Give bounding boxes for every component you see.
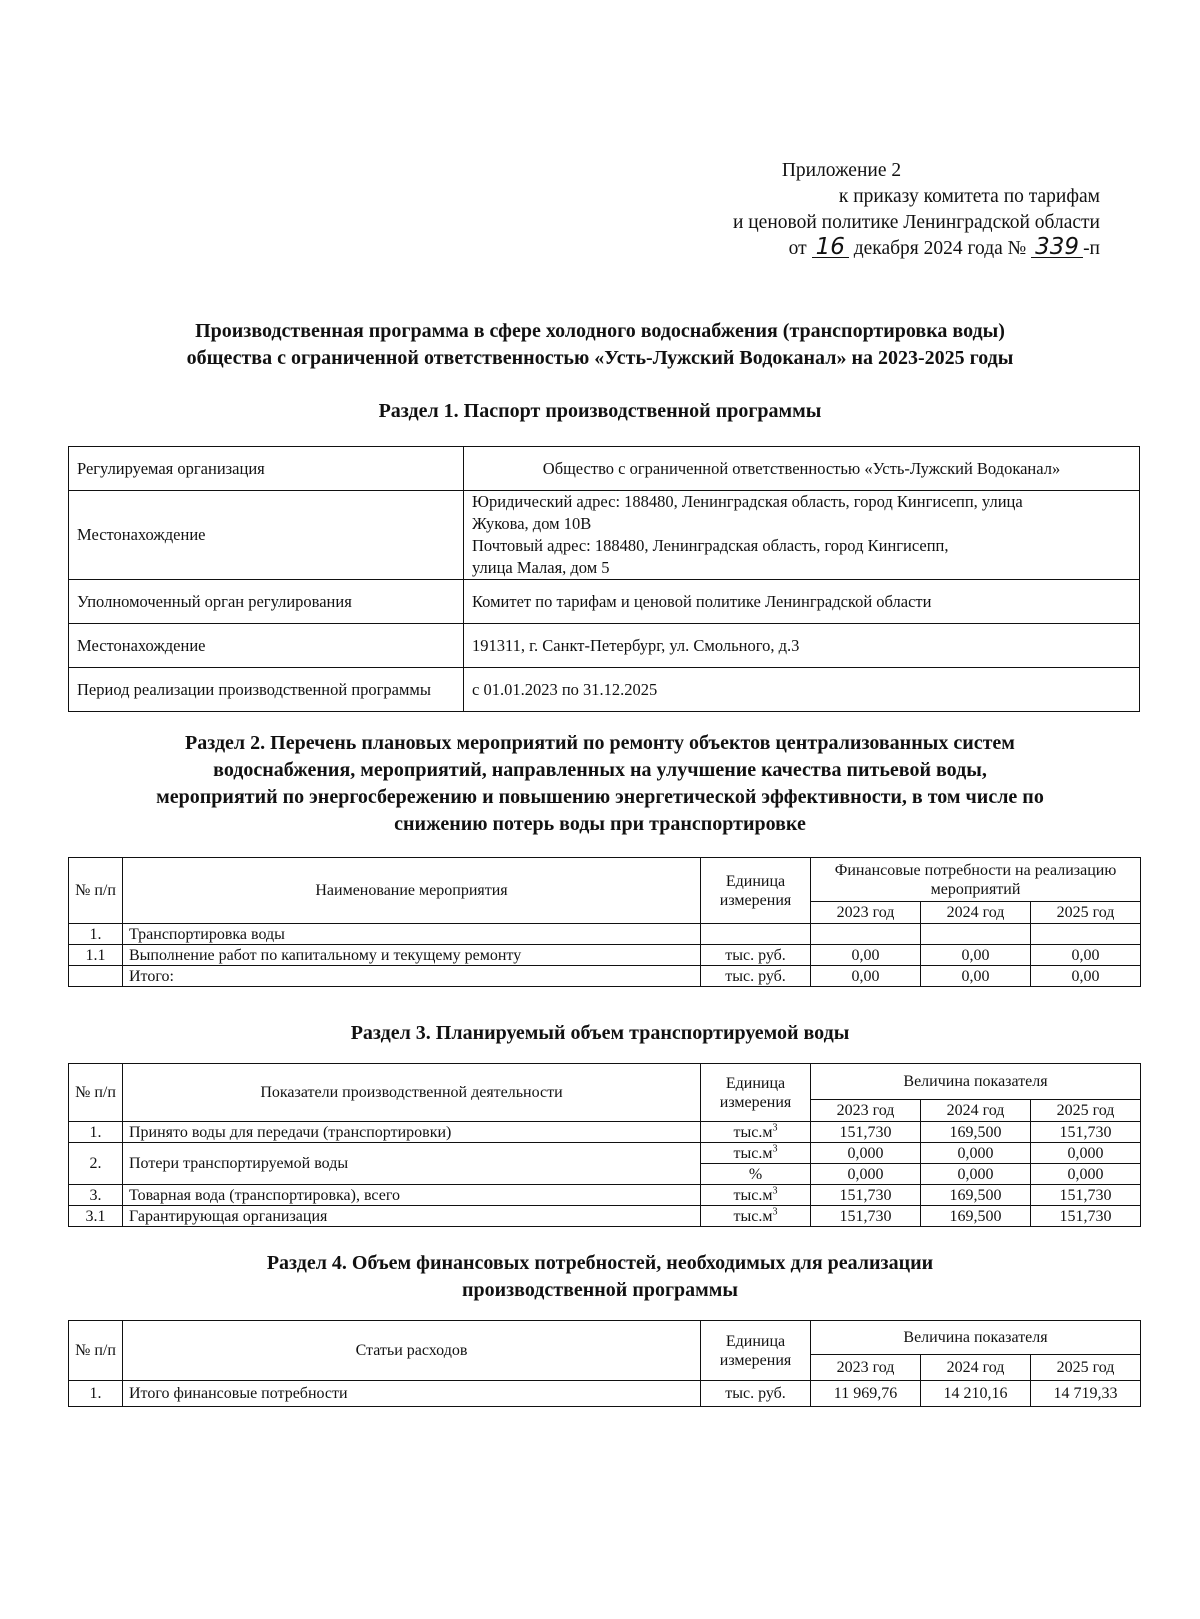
table-row [69, 668, 1140, 712]
unit-cell: $тыс.м^3$ [701, 1122, 811, 1143]
year-header: 2025 год [1031, 902, 1141, 924]
col-group-header: Финансовые потребности на реализацию мероприятий [811, 858, 1141, 902]
table-row [69, 580, 1140, 624]
year-header: 2023 год [811, 1355, 921, 1381]
unit-cell: $тыс.м^3$ [701, 1185, 811, 1206]
passport-label: Уполномоченный орган регулирования [69, 580, 464, 624]
year-header: 2025 год [1031, 1100, 1141, 1122]
water-volume-table [68, 1063, 1141, 1227]
table-row: 2. Потери транспортируемой воды $тыс.м^3$ 0,000 0,000 0,000 [69, 1143, 1141, 1164]
year-header: 2024 год [921, 1100, 1031, 1122]
col-unit-header: Единица измерения [701, 858, 811, 924]
unit-cell: % [701, 1164, 811, 1185]
table-row: Итого: тыс. руб. 0,00 0,00 0,00 [69, 966, 1141, 987]
order-line-3: и ценовой политике Ленинградской области [732, 212, 1100, 233]
col-group-header: Величина показателя [811, 1064, 1141, 1100]
table-header-row [69, 858, 1141, 902]
section3-title: Раздел 3. Планируемый объем транспортируемой воды [350, 1022, 850, 1044]
table-header-row [69, 1064, 1141, 1100]
table-row: 3.1 Гарантирующая организация $тыс.м^3$ 151,730 169,500 151,730 [69, 1206, 1141, 1227]
col-name-header: Показатели производственной деятельности [123, 1064, 701, 1122]
year-header: 2024 год [921, 1355, 1031, 1381]
passport-label: Период реализации производственной программы [69, 668, 464, 712]
passport-value: Комитет по тарифам и ценовой политике Ленинградской области [464, 580, 1140, 624]
col-name-header: Наименование мероприятия [123, 858, 701, 924]
order-date-line: от 16 декабря 2024 года № 339 -п [788, 234, 1100, 260]
passport-label: Местонахождение [69, 624, 464, 668]
passport-label: Регулируемая организация [69, 447, 464, 491]
order-line-2: к приказу комитета по тарифам [838, 186, 1100, 207]
passport-value: Общество с ограниченной ответственностью «Усть-Лужский Водоканал» [464, 447, 1140, 491]
col-unit-header: Единица измерения [701, 1321, 811, 1381]
table-row: 1.1 Выполнение работ по капитальному и текущему ремонту тыс. руб. 0,00 0,00 0,00 [69, 945, 1141, 966]
col-num-header: № п/п [69, 1321, 123, 1381]
table-row: 1. Итого финансовые потребности тыс. руб. 11 969,76 14 210,16 14 719,33 [69, 1381, 1141, 1407]
appendix-label: Приложение 2 [781, 160, 902, 181]
year-header: 2023 год [811, 902, 921, 924]
col-name-header: Статьи расходов [123, 1321, 701, 1381]
col-num-header: № п/п [69, 1064, 123, 1122]
measures-table [68, 857, 1141, 987]
table-row [69, 624, 1140, 668]
year-header: 2025 год [1031, 1355, 1141, 1381]
table-row: % 0,000 0,000 0,000 [69, 1164, 1141, 1185]
section4-title: Раздел 4. Объем финансовых потребностей, необходимых для реализации производственной программы [266, 1252, 934, 1301]
table-row [69, 447, 1140, 491]
unit-cell: $тыс.м^3$ [701, 1143, 811, 1164]
passport-value: Юридический адрес: 188480, Ленинградская область, город Кингисепп, улица Жукова, дом 10В Почтовый адрес: 188480, Ленинградская область, город Кингисепп, улица Малая, дом 5 [464, 491, 1140, 580]
section2-title: Раздел 2. Перечень плановых мероприятий по ремонту объектов централизованных систем водоснабжения, мероприятий, направленных на улучшение качества питьевой воды, мероприятий по энергосбережению и повышению энергетической эффективности, в том числе по снижению потерь воды при транспортировке [156, 732, 1044, 835]
table-row: 3. Товарная вода (транспортировка), всего $тыс.м^3$ 151,730 169,500 151,730 [69, 1185, 1141, 1206]
financial-needs-table [68, 1320, 1141, 1407]
passport-value: с 01.01.2023 по 31.12.2025 [464, 668, 1140, 712]
table-row: 1. Транспортировка воды [69, 924, 1141, 945]
document-title: Производственная программа в сфере холодного водоснабжения (транспортировка воды) общества с ограниченной ответственностью «Усть-Лужский Водоканал» на 2023-2025 годы [186, 320, 1014, 369]
passport-value: 191311, г. Санкт-Петербург, ул. Смольного, д.3 [464, 624, 1140, 668]
year-header: 2023 год [811, 1100, 921, 1122]
col-group-header: Величина показателя [811, 1321, 1141, 1355]
col-num-header: № п/п [69, 858, 123, 924]
order-reference-header [733, 158, 1100, 262]
table-row: 1. Принято воды для передачи (транспортировки) $тыс.м^3$ 151,730 169,500 151,730 [69, 1122, 1141, 1143]
table-row [69, 491, 1140, 580]
passport-label: Местонахождение [69, 491, 464, 580]
col-unit-header: Единица измерения [701, 1064, 811, 1122]
unit-cell: $тыс.м^3$ [701, 1206, 811, 1227]
passport-table [68, 446, 1140, 712]
year-header: 2024 год [921, 902, 1031, 924]
handwritten-day: 16 [812, 237, 849, 258]
table-header-row [69, 1321, 1141, 1355]
handwritten-order-number: 339 [1031, 237, 1083, 258]
section1-title: Раздел 1. Паспорт производственной программы [378, 400, 822, 422]
